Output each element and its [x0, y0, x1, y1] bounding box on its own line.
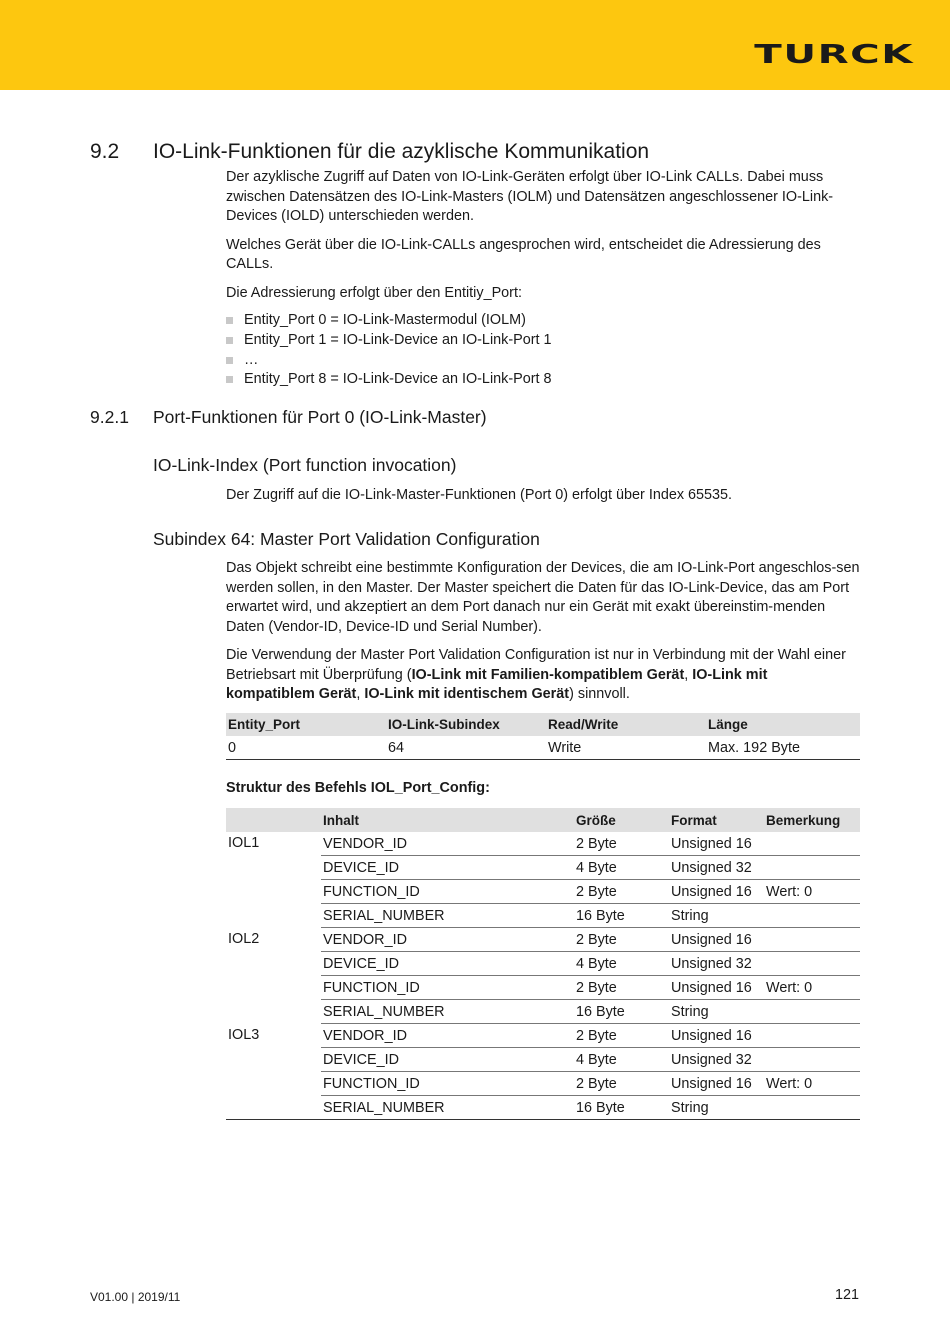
table-cell: 2 Byte [574, 1072, 669, 1096]
table-cell: 2 Byte [574, 976, 669, 1000]
index-text: Der Zugriff auf die IO-Link-Master-Funktionen (Port 0) erfolgt über Index 65535. [226, 487, 733, 503]
iol-port-config-table [226, 808, 860, 1120]
square-bullet-icon [226, 376, 233, 383]
table-cell: 4 Byte [574, 1048, 669, 1072]
column-header: Bemerkung [764, 808, 860, 832]
table-header-row [226, 808, 860, 832]
table-cell: Wert: 0 [764, 1072, 860, 1096]
group-label: IOL1 [228, 835, 260, 851]
column-header: Read/Write [546, 713, 706, 736]
table-cell [764, 1048, 860, 1072]
table-cell: SERIAL_NUMBER [321, 1096, 574, 1120]
table-row [226, 976, 860, 1000]
table-cell: Unsigned 32 [669, 952, 764, 976]
table-cell: Unsigned 16 [669, 1072, 764, 1096]
page-header-band [0, 0, 950, 90]
table-row [226, 1000, 860, 1024]
table-cell: String [669, 1000, 764, 1024]
table-row [226, 736, 860, 760]
table-cell: FUNCTION_ID [321, 880, 574, 904]
table-cell: 2 Byte [574, 928, 669, 952]
table-cell [764, 928, 860, 952]
footer-version: V01.00 | 2019/11 [90, 1290, 181, 1304]
column-header: IO-Link-Subindex [386, 713, 546, 736]
table-row [226, 832, 860, 856]
table-cell: FUNCTION_ID [321, 976, 574, 1000]
section-title: IO-Link-Funktionen für die azyklische Kommunikation [153, 140, 650, 163]
table-cell: Unsigned 32 [669, 856, 764, 880]
entity-port-list [226, 311, 552, 390]
table-cell: Write [546, 736, 706, 760]
square-bullet-icon [226, 317, 233, 324]
table-cell: DEVICE_ID [321, 1048, 574, 1072]
list-item: Entity_Port 0 = IO-Link-Mastermodul (IOLM) [226, 311, 552, 331]
table-cell: 64 [386, 736, 546, 760]
group-label: IOL2 [228, 930, 260, 947]
table-cell: VENDOR_ID [321, 832, 574, 856]
table-cell: DEVICE_ID [321, 856, 574, 880]
table-row [226, 952, 860, 976]
table-cell: VENDOR_ID [321, 928, 574, 952]
square-bullet-icon [226, 337, 233, 344]
table-row [226, 856, 860, 880]
table-row [226, 880, 860, 904]
group-label: IOL3 [226, 1024, 321, 1120]
list-item: Entity_Port 8 = IO-Link-Device an IO-Link-Port 8 [226, 370, 552, 390]
turck-logo: TURCK [754, 40, 914, 70]
table-cell: String [669, 904, 764, 928]
table-cell [764, 832, 860, 856]
table-cell: String [669, 1096, 764, 1120]
table-cell: 2 Byte [574, 880, 669, 904]
table-row [226, 904, 860, 928]
table-cell: Unsigned 16 [669, 1024, 764, 1048]
table-header-row [226, 713, 860, 736]
table-cell [764, 856, 860, 880]
column-header: Größe [574, 808, 669, 832]
square-bullet-icon [226, 357, 233, 364]
page-number: 121 [834, 1287, 859, 1303]
table-cell: SERIAL_NUMBER [321, 904, 574, 928]
paragraph: Die Verwendung der Master Port Validation Configuration ist nur in Verbindung mit der Wahl einer Betriebsart mit Überprüfung (IO-Link mit Familien-kompatiblem Gerät, IO-Link mit kompatiblem Gerät, IO-Link mit identischem Gerät) sinnvoll. [226, 647, 846, 702]
table-cell [764, 1000, 860, 1024]
table-cell [764, 952, 860, 976]
section-body [226, 168, 860, 303]
paragraph: Die Adressierung erfolgt über den Entitiy_Port: [226, 284, 522, 301]
section-number: 9.2 [90, 140, 120, 163]
table-cell [764, 1096, 860, 1120]
paragraph: Welches Gerät über die IO-Link-CALLs angesprochen wird, entscheidet die Adressierung des CALLs. [226, 236, 821, 272]
list-item: Entity_Port 1 = IO-Link-Device an IO-Link-Port 1 [226, 331, 552, 351]
table-row [226, 928, 860, 952]
column-header: Format [669, 808, 764, 832]
table-cell: 4 Byte [574, 952, 669, 976]
subindex-table [226, 713, 860, 760]
table-cell: Unsigned 32 [669, 1048, 764, 1072]
table-cell: Max. 192 Byte [706, 736, 860, 760]
subindex-heading: Subindex 64: Master Port Validation Configuration [153, 529, 540, 549]
subsection-number: 9.2.1 [90, 407, 129, 427]
table-cell: 16 Byte [574, 904, 669, 928]
table-cell: SERIAL_NUMBER [321, 1000, 574, 1024]
subsection-title: Port-Funktionen für Port 0 (IO-Link-Master) [153, 407, 487, 427]
index-heading: IO-Link-Index (Port function invocation) [153, 455, 457, 475]
column-header: Inhalt [321, 808, 574, 832]
column-header: Länge [706, 713, 860, 736]
table-cell: Unsigned 16 [669, 832, 764, 856]
table-cell: Unsigned 16 [669, 976, 764, 1000]
paragraph: Das Objekt schreibt eine bestimmte Konfiguration der Devices, die am IO-Link-Port angeschlos-sen werden sollen, in den Master. Der Master speichert die Daten für das IO-Link-Device, das am Port erwartet wird, und akzeptiert an dem Port danach nur ein Gerät mit exakt übereinstim-menden Daten (Vendor-ID, Device-ID und Serial Number). [226, 560, 860, 635]
table-cell: 2 Byte [574, 1024, 669, 1048]
table-cell: VENDOR_ID [321, 1024, 574, 1048]
column-header [226, 808, 321, 832]
table-row [226, 1048, 860, 1072]
paragraph: Der azyklische Zugriff auf Daten von IO-Link-Geräten erfolgt über IO-Link CALLs. Dabei muss zwischen Datensätzen des IO-Link-Masters (IOLM) und Datensätzen angeschlossener IO-Link-Devices (IOLD) unterschieden werden. [226, 169, 834, 224]
table-cell [764, 1024, 860, 1048]
table-cell: FUNCTION_ID [321, 1072, 574, 1096]
table-row [226, 1072, 860, 1096]
subindex-body [226, 559, 860, 705]
table-row [226, 1096, 860, 1120]
table-cell: Wert: 0 [764, 976, 860, 1000]
table-cell: 16 Byte [574, 1096, 669, 1120]
list-item: … [226, 351, 552, 371]
column-header: Entity_Port [226, 713, 386, 736]
table-cell: Unsigned 16 [669, 928, 764, 952]
table-cell: DEVICE_ID [321, 952, 574, 976]
table-cell: 0 [226, 736, 386, 760]
table-cell: 2 Byte [574, 832, 669, 856]
table-cell: Unsigned 16 [669, 880, 764, 904]
table-row [226, 1024, 860, 1048]
table-cell: 4 Byte [574, 856, 669, 880]
table-cell: Wert: 0 [764, 880, 860, 904]
struct-label: Struktur des Befehls IOL_Port_Config: [226, 780, 490, 796]
table-cell: 16 Byte [574, 1000, 669, 1024]
table-cell [764, 904, 860, 928]
